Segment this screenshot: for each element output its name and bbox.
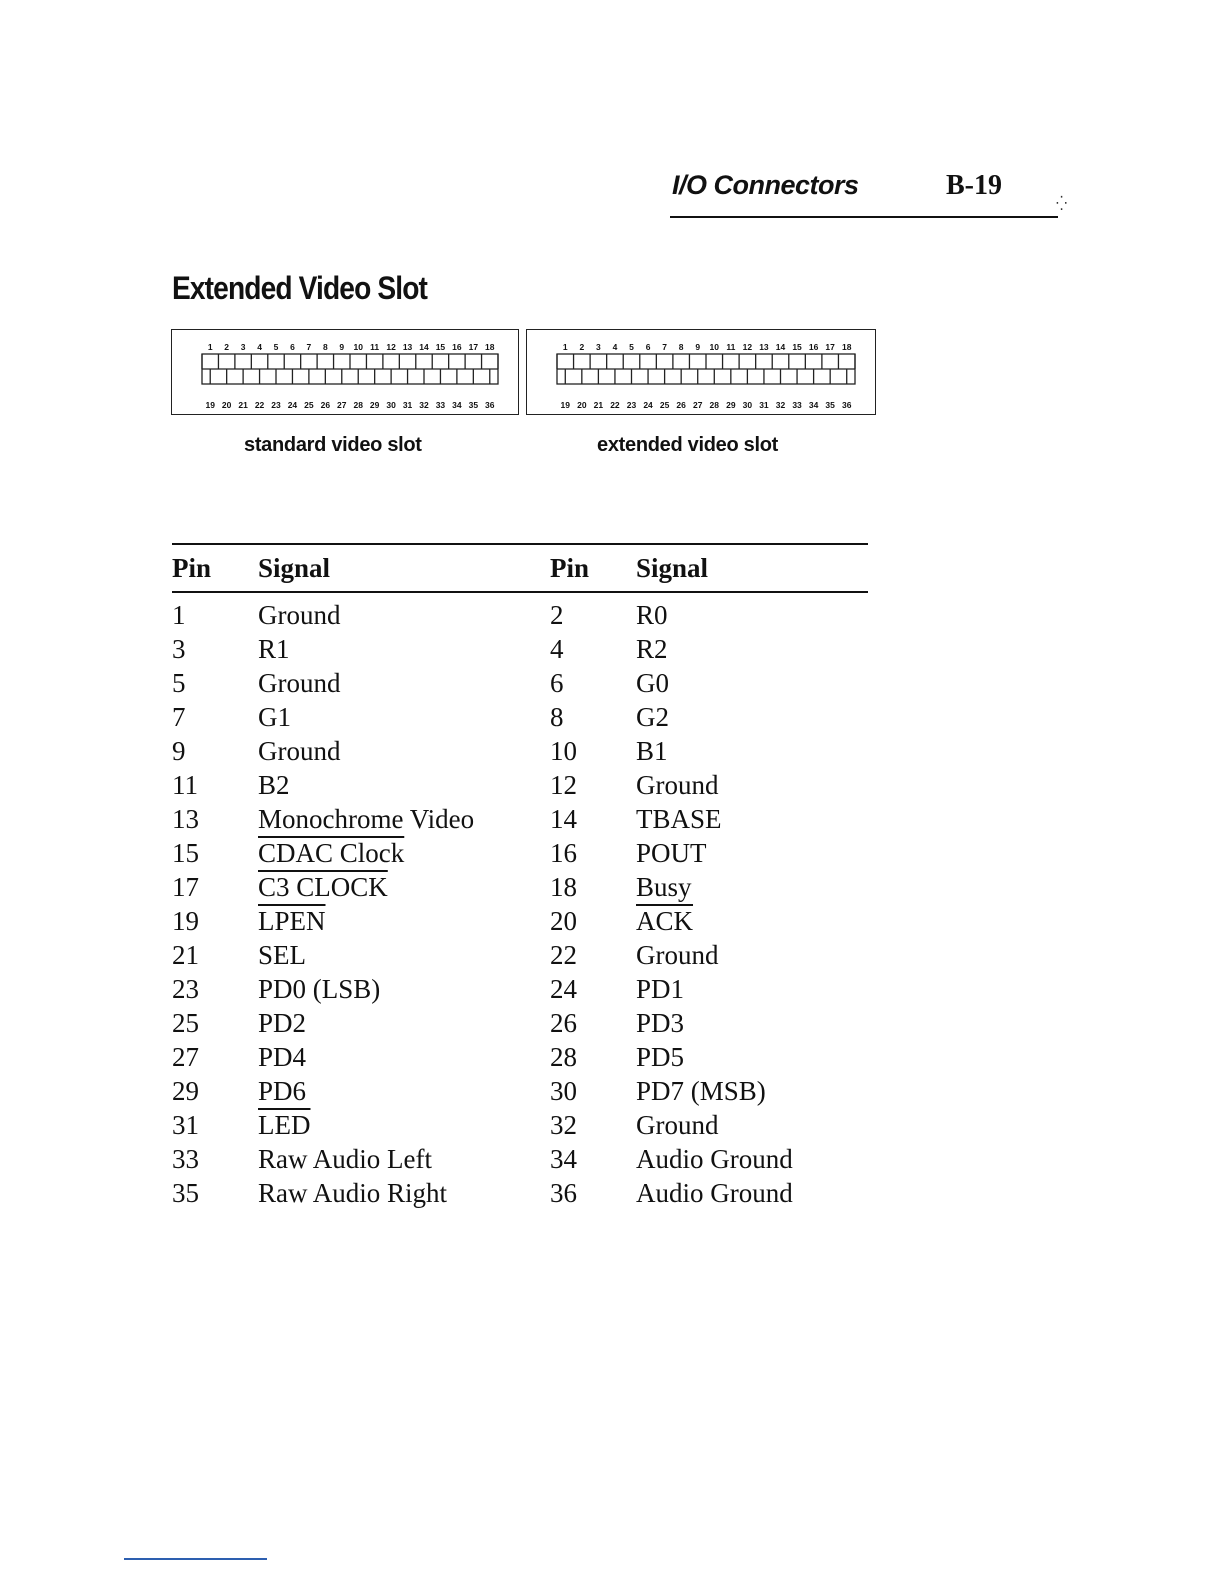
bottom-pin-label: 34 bbox=[808, 400, 819, 410]
table-row bbox=[172, 770, 868, 804]
table-row bbox=[172, 1110, 868, 1144]
bottom-pin-label: 29 bbox=[369, 400, 380, 410]
top-pin-label: 3 bbox=[596, 342, 601, 352]
signal-name: PD3 bbox=[636, 1008, 685, 1038]
signal-name: Ground bbox=[258, 600, 341, 630]
bottom-pin-label: 20 bbox=[577, 400, 587, 410]
bottom-pin-label: 33 bbox=[435, 400, 446, 410]
pin-number: 11 bbox=[172, 770, 198, 800]
pin-number: 28 bbox=[550, 1042, 577, 1072]
pin-number: 26 bbox=[550, 1008, 577, 1038]
header-signal-left: Signal bbox=[258, 553, 331, 583]
signal-name: Ground bbox=[636, 940, 719, 970]
signal-name: $\overline{ACK}$ bbox=[636, 906, 694, 936]
bottom-pin-label: 26 bbox=[320, 400, 331, 410]
top-pin-label: 7 bbox=[662, 342, 667, 352]
top-pin-label: 17 bbox=[825, 342, 835, 352]
top-pin-label: 4 bbox=[612, 342, 618, 352]
top-pin-label: 18 bbox=[841, 342, 852, 352]
pin-number: 34 bbox=[550, 1144, 577, 1174]
top-pin-label: 4 bbox=[257, 342, 262, 352]
extended-slot-diagram bbox=[526, 329, 876, 415]
pin-number: 8 bbox=[550, 702, 564, 732]
signal-name: Ground bbox=[636, 770, 719, 800]
signal-name: Raw Audio Left bbox=[258, 1144, 432, 1174]
table-row bbox=[172, 634, 868, 668]
header-pin-right: Pin bbox=[550, 553, 590, 583]
pin-number: 35 bbox=[172, 1178, 199, 1208]
top-pin-label: 2 bbox=[579, 342, 585, 352]
signal-name: CDAC Clock bbox=[258, 838, 405, 868]
header-pin-left: Pin bbox=[172, 553, 212, 583]
table-row bbox=[172, 600, 868, 634]
signal-name: Raw Audio Right bbox=[258, 1178, 448, 1208]
header-signal-right: Signal bbox=[636, 553, 709, 583]
extended-slot-connector bbox=[527, 330, 874, 413]
table-row bbox=[172, 702, 868, 736]
pin-number: 21 bbox=[172, 940, 199, 970]
table-row bbox=[172, 804, 868, 838]
signal-name: PD2 bbox=[258, 1008, 307, 1038]
table-row bbox=[172, 1076, 868, 1110]
bottom-pin-label: 32 bbox=[419, 400, 429, 410]
table-row bbox=[172, 668, 868, 702]
pin-number: 22 bbox=[550, 940, 577, 970]
top-pin-label: 11 bbox=[370, 342, 380, 352]
signal-name: LPEN bbox=[258, 906, 326, 936]
signal-name: PD5 bbox=[636, 1042, 685, 1072]
standard-slot-connector bbox=[172, 330, 517, 413]
bottom-pin-label: 28 bbox=[353, 400, 363, 410]
signal-name: Ground bbox=[258, 736, 341, 766]
header-section-title: I/O Connectors bbox=[672, 170, 859, 200]
top-pin-label: 15 bbox=[435, 342, 446, 352]
signal-name: G0 bbox=[636, 668, 669, 698]
top-pin-label: 10 bbox=[709, 342, 720, 352]
signal-name: PD7 (MSB) bbox=[636, 1076, 766, 1106]
signal-name: Audio Ground bbox=[636, 1178, 793, 1208]
bottom-pin-label: 22 bbox=[254, 400, 265, 410]
pin-number: 36 bbox=[550, 1178, 577, 1208]
bottom-pin-label: 25 bbox=[304, 400, 314, 410]
top-pin-label: 5 bbox=[629, 342, 634, 352]
table-row bbox=[172, 736, 868, 770]
pin-number: 7 bbox=[172, 702, 186, 732]
bottom-pin-label: 35 bbox=[825, 400, 835, 410]
pin-number: 32 bbox=[550, 1110, 577, 1140]
pin-number: 17 bbox=[172, 872, 199, 902]
top-pin-label: 11 bbox=[726, 342, 736, 352]
footer-rule bbox=[124, 1558, 267, 1560]
signal-name: PD0 (LSB) bbox=[258, 974, 381, 1004]
top-pin-label: 13 bbox=[402, 342, 413, 352]
bottom-pin-label: 26 bbox=[676, 400, 686, 410]
bottom-pin-label: 31 bbox=[402, 400, 413, 410]
bottom-pin-label: 27 bbox=[337, 400, 347, 410]
bottom-pin-label: 36 bbox=[841, 400, 852, 410]
bottom-pin-label: 34 bbox=[452, 400, 462, 410]
table-row bbox=[172, 1178, 868, 1212]
top-pin-label: 12 bbox=[386, 342, 396, 352]
table-row bbox=[172, 940, 868, 974]
top-pin-label: 3 bbox=[240, 342, 246, 352]
bottom-pin-label: 22 bbox=[610, 400, 620, 410]
bottom-pin-label: 30 bbox=[386, 400, 396, 410]
bottom-pin-label: 30 bbox=[742, 400, 753, 410]
table-header-rule bbox=[172, 591, 868, 593]
bottom-pin-label: 23 bbox=[271, 400, 281, 410]
signal-name: Ground bbox=[258, 668, 341, 698]
signal-name: PD4 bbox=[258, 1042, 307, 1072]
bottom-pin-label: 35 bbox=[468, 400, 479, 410]
top-pin-label: 7 bbox=[306, 342, 312, 352]
scan-speck: ⁛ bbox=[1056, 197, 1068, 212]
pin-number: 6 bbox=[550, 668, 564, 698]
signal-name: G1 bbox=[258, 702, 291, 732]
pin-number: 24 bbox=[550, 974, 577, 1004]
bottom-pin-label: 21 bbox=[593, 400, 604, 410]
bottom-pin-label: 25 bbox=[659, 400, 670, 410]
signal-name: PD6 bbox=[258, 1076, 307, 1106]
top-pin-label: 13 bbox=[759, 342, 769, 352]
pin-number: 13 bbox=[172, 804, 199, 834]
bottom-pin-label: 19 bbox=[560, 400, 571, 410]
pin-number: 29 bbox=[172, 1076, 199, 1106]
pin-number: 12 bbox=[550, 770, 577, 800]
bottom-pin-label: 27 bbox=[692, 400, 703, 410]
running-header bbox=[670, 170, 1074, 222]
top-pin-label: 14 bbox=[419, 342, 429, 352]
bottom-pin-label: 20 bbox=[221, 400, 232, 410]
table-row bbox=[172, 1144, 868, 1178]
top-pin-label: 15 bbox=[792, 342, 802, 352]
top-pin-label: 16 bbox=[808, 342, 819, 352]
pin-number: 16 bbox=[550, 838, 577, 868]
bottom-pin-label: 36 bbox=[485, 400, 495, 410]
signal-name: R0 bbox=[636, 600, 668, 630]
bottom-pin-label: 29 bbox=[726, 400, 736, 410]
pin-number: 14 bbox=[550, 804, 577, 834]
table-top-rule bbox=[172, 543, 868, 545]
top-pin-label: 16 bbox=[452, 342, 462, 352]
bottom-pin-label: 32 bbox=[775, 400, 786, 410]
bottom-pin-label: 23 bbox=[626, 400, 637, 410]
pin-number: 25 bbox=[172, 1008, 199, 1038]
pin-number: 33 bbox=[172, 1144, 199, 1174]
pin-number: 4 bbox=[550, 634, 564, 664]
signal-name: SEL bbox=[258, 940, 307, 970]
table-row bbox=[172, 872, 868, 906]
table-row bbox=[172, 974, 868, 1008]
top-pin-label: 12 bbox=[742, 342, 753, 352]
pin-number: 18 bbox=[550, 872, 577, 902]
signal-name: Ground bbox=[636, 1110, 719, 1140]
pin-number: 27 bbox=[172, 1042, 199, 1072]
table-row bbox=[172, 1008, 868, 1042]
pin-number: 30 bbox=[550, 1076, 577, 1106]
top-pin-label: 10 bbox=[353, 342, 363, 352]
signal-name: B1 bbox=[636, 736, 668, 766]
pin-number: 31 bbox=[172, 1110, 199, 1140]
pin-number: 5 bbox=[172, 668, 186, 698]
top-pin-label: 1 bbox=[207, 342, 213, 352]
pin-number: 23 bbox=[172, 974, 199, 1004]
pin-number: 20 bbox=[550, 906, 577, 936]
header-page-number: B-19 bbox=[946, 170, 1002, 201]
pin-number: 15 bbox=[172, 838, 199, 868]
top-pin-label: 6 bbox=[645, 342, 651, 352]
header-rule bbox=[670, 216, 1058, 218]
table-row bbox=[172, 906, 868, 940]
signal-name: POUT bbox=[636, 838, 707, 868]
signal-name: C3 CLOCK bbox=[258, 872, 388, 902]
table-row bbox=[172, 1042, 868, 1076]
top-pin-label: 9 bbox=[339, 342, 345, 352]
standard-slot-diagram bbox=[171, 329, 519, 415]
pin-number: 1 bbox=[172, 600, 186, 630]
top-pin-label: 14 bbox=[775, 342, 786, 352]
bottom-pin-label: 24 bbox=[643, 400, 653, 410]
pin-number: 10 bbox=[550, 736, 577, 766]
top-pin-label: 8 bbox=[678, 342, 684, 352]
top-pin-label: 17 bbox=[468, 342, 479, 352]
bottom-pin-label: 31 bbox=[759, 400, 769, 410]
signal-name: B2 bbox=[258, 770, 290, 800]
pin-number: 3 bbox=[172, 634, 186, 664]
signal-name: R1 bbox=[258, 634, 290, 664]
top-pin-label: 6 bbox=[290, 342, 295, 352]
signal-name: $\overline{LED}$ bbox=[258, 1110, 311, 1140]
section-title: Extended Video Slot bbox=[172, 270, 428, 306]
signal-name: Monochrome Video bbox=[258, 804, 475, 834]
signal-name: R2 bbox=[636, 634, 668, 664]
bottom-pin-label: 19 bbox=[205, 400, 215, 410]
bottom-pin-label: 21 bbox=[238, 400, 248, 410]
bottom-pin-label: 24 bbox=[287, 400, 298, 410]
pin-number: 2 bbox=[550, 600, 564, 630]
signal-name: PD1 bbox=[636, 974, 685, 1004]
signal-name: Busy bbox=[636, 872, 692, 902]
table-row bbox=[172, 838, 868, 872]
extended-slot-caption: extended video slot bbox=[597, 434, 779, 456]
signal-name: Audio Ground bbox=[636, 1144, 793, 1174]
top-pin-label: 5 bbox=[273, 342, 279, 352]
signal-name: G2 bbox=[636, 702, 669, 732]
top-pin-label: 9 bbox=[695, 342, 701, 352]
bottom-pin-label: 33 bbox=[792, 400, 802, 410]
top-pin-label: 2 bbox=[224, 342, 230, 352]
standard-slot-caption: standard video slot bbox=[244, 434, 422, 456]
bottom-pin-label: 28 bbox=[709, 400, 720, 410]
pin-number: 9 bbox=[172, 736, 186, 766]
top-pin-label: 18 bbox=[485, 342, 495, 352]
top-pin-label: 8 bbox=[322, 342, 328, 352]
top-pin-label: 1 bbox=[562, 342, 568, 352]
signal-name: TBASE bbox=[636, 804, 722, 834]
pin-number: 19 bbox=[172, 906, 199, 936]
